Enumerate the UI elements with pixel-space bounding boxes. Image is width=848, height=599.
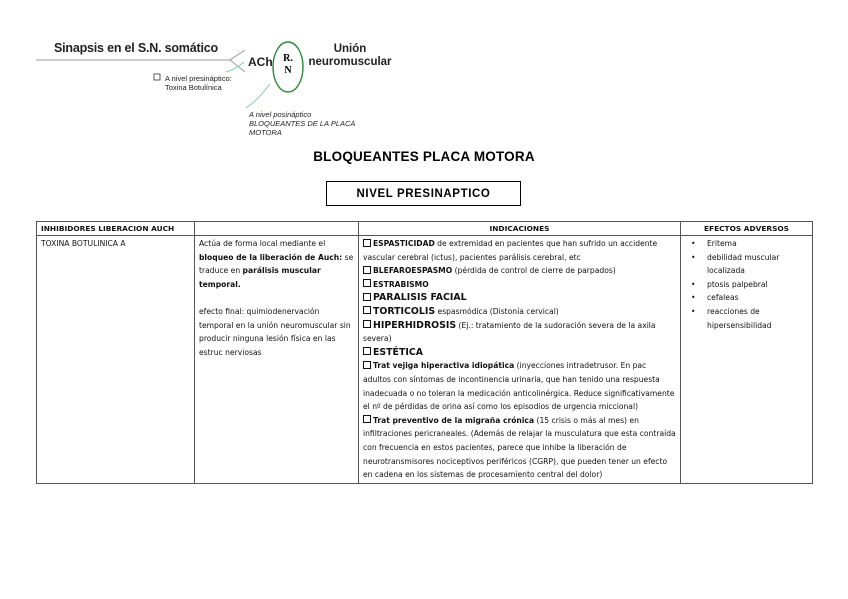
checkbox-icon xyxy=(363,320,371,328)
union-line-2: neuromuscular xyxy=(308,56,392,68)
presynaptic-line-1: A nivel presináptico: xyxy=(165,74,232,83)
level-box: NIVEL PRESINAPTICO xyxy=(326,181,521,206)
mechanism-bold-1: bloqueo de la liberación de Auch: xyxy=(199,252,343,262)
adverse-effects-list xyxy=(685,237,808,332)
diagram-title: Sinapsis en el S.N. somático xyxy=(54,41,218,55)
postsynaptic-line-3: MOTORA xyxy=(249,128,282,137)
table-header-row xyxy=(37,222,813,236)
mechanism-bold-2: parálisis muscular temporal. xyxy=(199,266,321,289)
synapse-diagram xyxy=(0,0,848,160)
indication-paralisis-facial: PARALISIS FACIAL xyxy=(363,291,676,305)
drug-table xyxy=(36,221,813,484)
indication-espasticidad: ESPASTICIDAD de extremidad en pacientes que han sufrido un accidente vascular cerebral (ictus), pacientes parálisis cerebral, etc xyxy=(363,239,658,262)
final-effect-paragraph: efecto final: quimiodenervación temporal en la unión neuromuscular sin producir ninguna lesión física en las estruc nerviosas xyxy=(199,306,351,357)
ach-label: ACh xyxy=(248,55,273,69)
checkbox-icon xyxy=(363,293,371,301)
rn-line-2: N xyxy=(284,65,292,76)
indication-migrana: Trat preventivo de la migraña crónica (15 crisis o más al mes) en infiltraciones pericraneales. (Además de relajar la musculatura que esta contraída con frecuencia en estos pacientes, parece que inhibe la liberación de neurotransmisores nociceptivos periféricos (CGRP), que pueden tener un efecto en cadena en los sistemas de procesamiento central del dolor) xyxy=(363,415,676,480)
mechanism-text-2: se traduce en xyxy=(199,252,354,276)
page-title: BLOQUEANTES PLACA MOTORA xyxy=(313,149,535,164)
branch-line-upper xyxy=(230,50,245,60)
checkbox-icon xyxy=(363,347,371,355)
rn-label xyxy=(278,53,298,77)
header-indications: INDICACIONES xyxy=(359,222,681,236)
header-adverse-effects: EFECTOS ADVERSOS xyxy=(681,222,813,236)
list-item: • Eritema xyxy=(707,237,808,251)
table-row xyxy=(37,236,813,484)
indication-estetica: ESTÉTICA xyxy=(363,346,676,360)
indication-blefaroespasmo: BLEFAROESPASMO (pérdida de control de cierre de parpados) xyxy=(363,264,676,278)
adverse-effects-cell xyxy=(681,236,813,484)
checkbox-icon xyxy=(363,361,371,369)
presynaptic-label xyxy=(165,74,232,92)
list-item: • debilidad muscular localizada xyxy=(707,251,808,278)
postsynaptic-label xyxy=(249,110,355,137)
checkbox-icon xyxy=(363,266,371,274)
checkbox-icon xyxy=(363,279,371,287)
indication-vejiga-hiperactiva: Trat vejiga hiperactiva idiopática (inyecciones intradetrusor. En pac adultos con síntomas de incontinencia urinaria, que han tenido una respuesta inadecuada o no toleran la medicación anticolinérgica. Reduce significativamente el nº de pérdidas de orina así como los episodios de urgencia miccional) xyxy=(363,361,675,412)
drug-name-cell: TOXINA BOTULINICA A xyxy=(37,236,195,484)
mechanism-paragraph xyxy=(199,237,354,291)
presynaptic-line-2: Toxina Botulínica xyxy=(165,83,222,92)
postsynaptic-arrow xyxy=(246,84,270,108)
indication-estrabismo: ESTRABISMO xyxy=(363,278,676,292)
list-item: • ptosis palpebral xyxy=(707,278,808,292)
rn-line-1: R. xyxy=(283,53,293,64)
presynaptic-checkbox-icon xyxy=(154,74,160,80)
header-inhibitors: INHIBIDORES LIBERACION AUCH xyxy=(37,222,195,236)
indication-torticolis: TORTICOLIS espasmódica (Distonía cervical) xyxy=(363,305,676,319)
union-label xyxy=(308,43,392,69)
postsynaptic-line-2: BLOQUEANTES DE LA PLACA xyxy=(249,119,356,128)
mechanism-cell xyxy=(195,236,359,484)
postsynaptic-line-1: A nivel posináptico xyxy=(249,110,312,119)
union-line-1: Unión xyxy=(333,43,367,55)
list-item: • reacciones de hipersensibilidad xyxy=(707,305,808,332)
checkbox-icon xyxy=(363,306,371,314)
indication-hiperhidrosis: HIPERHIDROSIS (Ej.: tratamiento de la sudoración severa de la axila severa) xyxy=(363,319,656,344)
checkbox-icon xyxy=(363,415,371,423)
mechanism-text-1: Actúa de forma local mediante el xyxy=(199,239,326,248)
indications-cell xyxy=(359,236,681,484)
checkbox-icon xyxy=(363,239,371,247)
list-item: • cefaleas xyxy=(707,291,808,305)
header-mechanism xyxy=(195,222,359,236)
